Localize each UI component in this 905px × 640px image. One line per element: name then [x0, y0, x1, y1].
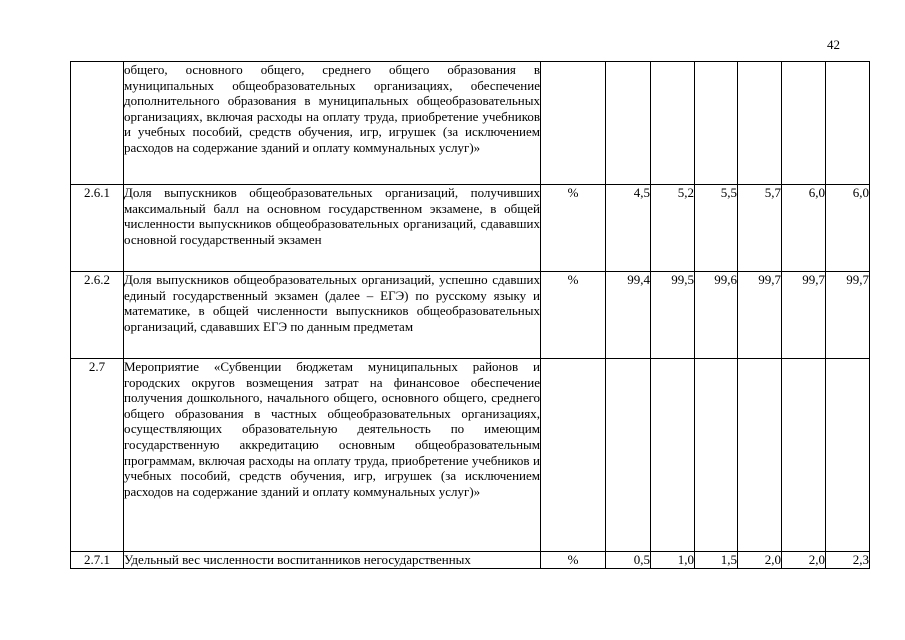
row-value: [695, 359, 738, 552]
row-unit: %: [541, 272, 606, 359]
row-value: [782, 359, 826, 552]
row-value: 5,5: [695, 185, 738, 272]
table-row: [71, 62, 870, 185]
row-value: 2,3: [826, 552, 870, 569]
row-value: 99,4: [606, 272, 651, 359]
row-unit: [541, 62, 606, 185]
row-number: [71, 62, 124, 185]
row-value: [782, 62, 826, 185]
row-value: [738, 359, 782, 552]
row-value: 99,6: [695, 272, 738, 359]
row-value: 6,0: [782, 185, 826, 272]
row-value: [651, 359, 695, 552]
row-value: 5,7: [738, 185, 782, 272]
row-value: 5,2: [651, 185, 695, 272]
row-unit: %: [541, 552, 606, 569]
row-value: [826, 62, 870, 185]
page-number: 42: [827, 37, 840, 52]
row-description: Мероприятие «Субвенции бюджетам муниципальных районов и городских округов возмещения затрат на финансовое обеспечение получения дошкольного, начального общего, основного общего, среднего общего образования в частных общеобразовательных организациях, осуществляющих образовательную деятельность по имеющим государственную аккредитацию основным общеобразовательным программам, включая расходы на оплату труда, приобретение учебников и учебных пособий, средств обучения, игр, игрушек (за исключением расходов на содержание зданий и оплату коммунальных услуг)»: [124, 359, 541, 552]
table-row: [71, 359, 870, 552]
row-value: [651, 62, 695, 185]
row-description: общего, основного общего, среднего общего образования в муниципальных общеобразовательных организациях, обеспечение дополнительного образования в муниципальных общеобразовательных организациях, включая расходы на оплату труда, приобретение учебников и учебных пособий, средств обучения, игр, игрушек (за исключением расходов на содержание зданий и оплату коммунальных услуг)»: [124, 62, 541, 185]
row-value: 6,0: [826, 185, 870, 272]
row-value: 99,7: [782, 272, 826, 359]
row-description: Удельный вес численности воспитанников негосударственных: [124, 552, 541, 569]
row-description: Доля выпускников общеобразовательных организаций, получивших максимальный балл на основном государственном экзамене, в общей численности выпускников общеобразовательных организаций, сдававших основной государственный экзамен: [124, 185, 541, 272]
row-number: 2.7.1: [71, 552, 124, 569]
row-value: [606, 62, 651, 185]
row-unit: %: [541, 185, 606, 272]
table-row: [71, 272, 870, 359]
row-value: [606, 359, 651, 552]
row-value: 1,0: [651, 552, 695, 569]
row-number: 2.7: [71, 359, 124, 552]
indicators-table: [70, 61, 870, 569]
row-value: 2,0: [782, 552, 826, 569]
row-value: 99,7: [826, 272, 870, 359]
row-value: 2,0: [738, 552, 782, 569]
row-value: [826, 359, 870, 552]
row-description: Доля выпускников общеобразовательных организаций, успешно сдавших единый государственный экзамен (далее – ЕГЭ) по русскому языку и математике, в общей численности выпускников общеобразовательных организаций, сдававших ЕГЭ по данным предметам: [124, 272, 541, 359]
row-value: 1,5: [695, 552, 738, 569]
row-number: 2.6.1: [71, 185, 124, 272]
row-number: 2.6.2: [71, 272, 124, 359]
row-value: 99,7: [738, 272, 782, 359]
row-value: 4,5: [606, 185, 651, 272]
row-value: 0,5: [606, 552, 651, 569]
row-value: 99,5: [651, 272, 695, 359]
table-row: [71, 185, 870, 272]
row-unit: [541, 359, 606, 552]
row-value: [738, 62, 782, 185]
row-value: [695, 62, 738, 185]
table-row: [71, 552, 870, 569]
